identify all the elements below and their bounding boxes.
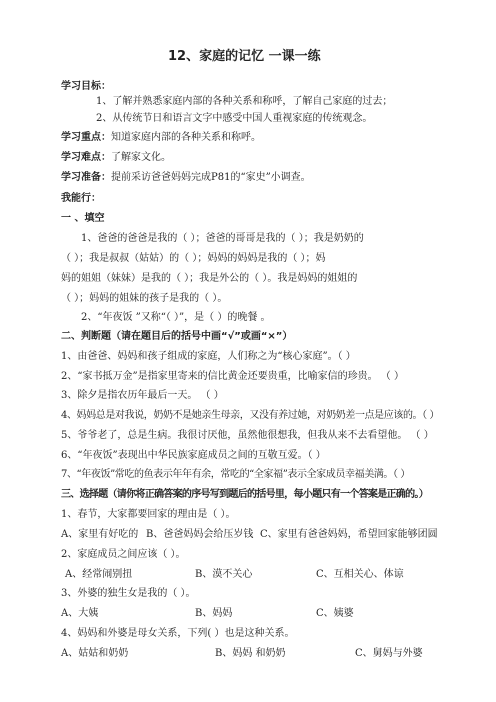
fill-heading: 一 、填空 bbox=[61, 213, 105, 224]
judge-heading: 二、判断题（请在题目后的括号中画“√”或画“×”） bbox=[61, 331, 293, 342]
judge-item-4: 4、妈妈总是对我说，奶奶不是她亲生母亲，又没有养过她，对奶奶差一点是应该的。（ ） bbox=[61, 410, 440, 421]
preparation-label: 学习准备： bbox=[61, 172, 111, 183]
fill-line-2: （ ）；我是叔叔（姑姑）的（ ）；妈妈的妈妈是我的（ ）；妈 bbox=[61, 253, 326, 264]
choice-q1-option-a: A、家里有好吃的 bbox=[61, 529, 139, 540]
choice-q1-option-c: C、家里有爸爸妈妈，希望回家能够团圆 bbox=[260, 529, 438, 540]
choice-heading: 三、选择题（请你将正确答案的序号写到题后的括号里，每小题只有一个答案是正确的。） bbox=[61, 489, 428, 500]
preparation-text: 提前采访爸爸妈妈完成P81的“家史”小调查。 bbox=[111, 172, 311, 183]
judge-item-7: 7、“年夜饭”常吃的鱼表示年年有余，常吃的“全家福”表示全家成员幸福美满。（ ） bbox=[61, 469, 410, 480]
page-title: 12、家庭的记忆 一课一练 bbox=[168, 49, 321, 64]
key-point-label: 学习重点： bbox=[61, 132, 111, 143]
judge-item-5: 5、爷爷老了，总是生病。我很讨厌他，虽然他很想我，但我从来不去看望他。 （ ） bbox=[61, 430, 434, 441]
fill-line-5: 2、“年夜饭 ”又称“（ ）”，是（ ）的晚餐 。 bbox=[81, 312, 271, 323]
choice-q2-option-a: A、经常闹别扭 bbox=[65, 569, 133, 580]
key-point-text: 知道家庭内部的各种关系和称呼。 bbox=[111, 132, 261, 143]
judge-item-1: 1、由爸爸、妈妈和孩子组成的家庭，人们称之为“核心家庭”。（ ） bbox=[61, 351, 356, 362]
judge-item-3: 3、除夕是指农历年最后一天。 （ ） bbox=[61, 390, 224, 401]
choice-question-1: 1、春节，大家都要回家的理由是（ ）。 bbox=[61, 509, 236, 520]
ability-label: 我能行： bbox=[61, 193, 101, 204]
fill-line-4: （ ）；妈妈的姐妹的孩子是我的（ ）。 bbox=[61, 293, 228, 304]
judge-item-2: 2、“家书抵万金”是指家里寄来的信比黄金还要贵重，比喻家信的珍贵。 （ ） bbox=[61, 371, 404, 382]
choice-q2-option-b: B、漠不关心 bbox=[195, 569, 253, 580]
choice-q1-option-b: B、爸爸妈妈会给压岁钱 bbox=[146, 529, 254, 540]
choice-question-3: 3、外婆的独生女是我的（ ）。 bbox=[61, 588, 196, 599]
key-point-line bbox=[61, 132, 261, 144]
objective-1: 1、了解并熟悉家庭内部的各种关系和称呼，了解自己家庭的过去； bbox=[96, 96, 393, 107]
difficulty-label: 学习难点： bbox=[61, 152, 111, 163]
fill-line-1: 1、爸爸的爸爸是我的（ ）；爸爸的哥哥是我的（ ）；我是奶奶的 bbox=[81, 233, 364, 244]
choice-q4-option-a: A、姑姑和奶奶 bbox=[61, 648, 129, 659]
choice-q3-option-b: B、妈妈 bbox=[195, 608, 233, 619]
choice-q4-option-b: B、妈妈 和奶奶 bbox=[215, 648, 286, 659]
difficulty-line bbox=[61, 152, 171, 164]
fill-line-3: 妈的姐姐（妹妹）是我的（ ）；我是外公的（ ）。我是妈妈的姐姐的 bbox=[61, 273, 358, 284]
choice-q4-option-c: C、舅妈与外婆 bbox=[355, 648, 423, 659]
choice-question-4: 4、妈妈和外婆是母女关系，下列( ）也是这种关系。 bbox=[61, 628, 295, 639]
difficulty-text: 了解家文化。 bbox=[111, 152, 171, 163]
objectives-label: 学习目标： bbox=[61, 81, 111, 92]
preparation-line bbox=[61, 172, 311, 184]
choice-q2-option-c: C、互相关心、体谅 bbox=[316, 569, 404, 580]
choice-question-2: 2、家庭成员之间应该（ ）。 bbox=[61, 549, 186, 560]
judge-item-6: 6、“年夜饭”表现出中华民族家庭成员之间的互敬互爱。（ ） bbox=[61, 450, 326, 461]
choice-q3-option-a: A、大姨 bbox=[61, 608, 99, 619]
objective-2: 2、从传统节日和语言文字中感受中国人重视家庭的传统观念。 bbox=[96, 113, 373, 124]
choice-q3-option-c: C、姨婆 bbox=[316, 608, 354, 619]
